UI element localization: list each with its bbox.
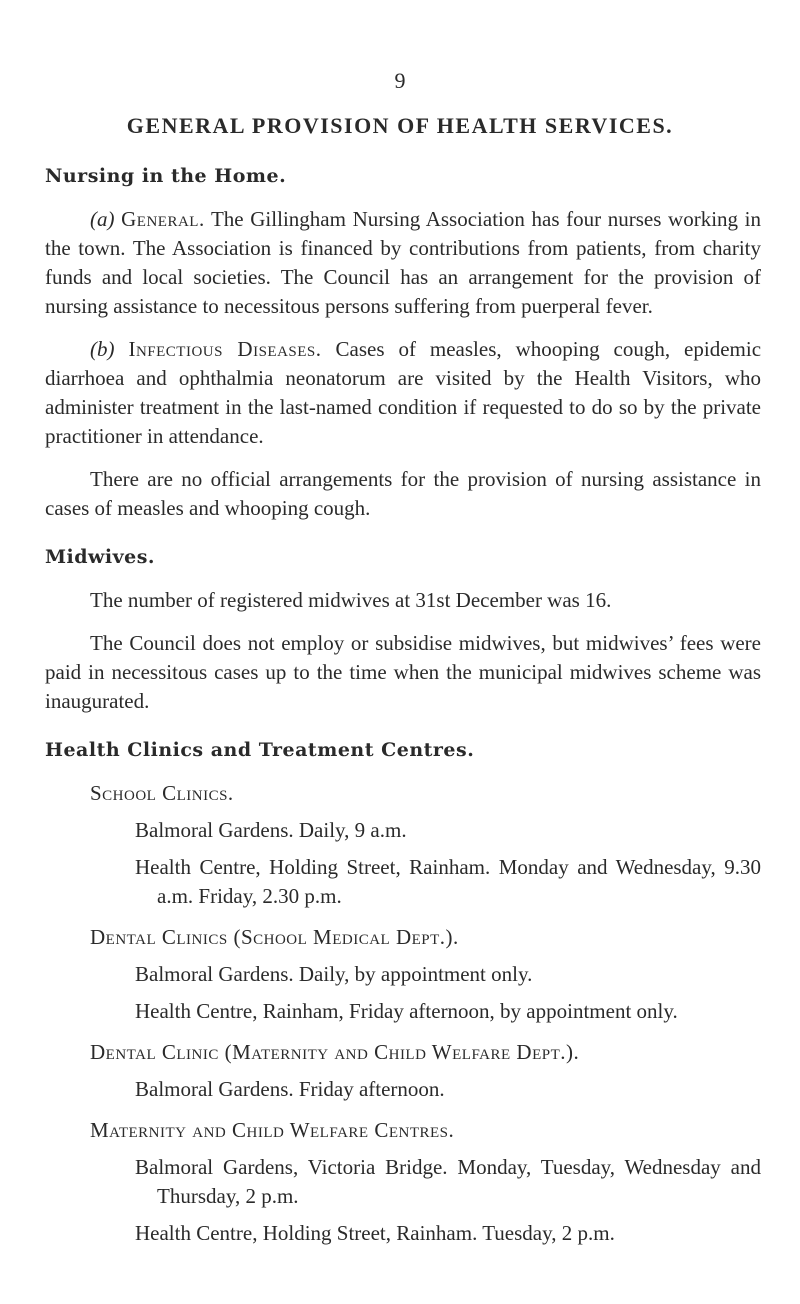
clinic-group-dental-school xyxy=(90,923,761,1026)
midwives-heading: Midwives. xyxy=(45,546,156,568)
clinic-entry: Balmoral Gardens. Friday afternoon. xyxy=(135,1077,445,1101)
infectious-text: Cases of measles, whooping cough, epidemic diarrhoea and ophthalmia neonatorum are visited by the Health Visitors, who administer treatment in the last-named condition if requested to do so by the private practitioner in attendance. xyxy=(45,337,762,448)
infectious-label: Infectious Diseases. xyxy=(128,337,322,361)
clinic-group-school xyxy=(90,779,761,911)
clinic-group-dental-maternity xyxy=(90,1038,761,1104)
midwives-section xyxy=(45,543,761,716)
general-label: General. xyxy=(121,207,205,231)
clinic-entry: Balmoral Gardens. Daily, by appointment only. xyxy=(135,962,533,986)
nursing-heading: Nursing in the Home. xyxy=(45,165,287,187)
nursing-infectious-paragraph xyxy=(45,335,761,451)
clinic-entry: Balmoral Gardens, Victoria Bridge. Monday, Tuesday, Wednesday and Thursday, 2 p.m. xyxy=(135,1155,761,1208)
general-marker: (a) xyxy=(90,207,115,231)
clinic-group-title: Dental Clinic (Maternity and Child Welfare Dept.). xyxy=(90,1040,580,1064)
document-body xyxy=(45,162,761,1260)
general-text: The Gillingham Nursing Association has four nurses working in the town. The Association is financed by contributions from patients, from charity funds and local societies. The Council has an arrangement for the provision of nursing assistance to necessitous persons suffering from puerperal fever. xyxy=(45,207,762,318)
clinic-group-maternity-welfare xyxy=(90,1116,761,1248)
clinic-entry: Health Centre, Rainham, Friday afternoon, by appointment only. xyxy=(135,999,678,1023)
clinic-entry: Health Centre, Holding Street, Rainham. Monday and Wednesday, 9.30 a.m. Friday, 2.30 p.m. xyxy=(135,855,761,908)
clinics-heading: Health Clinics and Treatment Centres. xyxy=(45,739,475,761)
nursing-no-arrangements-paragraph: There are no official arrangements for the provision of nursing assistance in cases of measles and whooping cough. xyxy=(45,467,761,520)
midwives-fees-paragraph: The Council does not employ or subsidise midwives, but midwives’ fees were paid in necessitous cases up to the time when the municipal midwives scheme was inaugurated. xyxy=(45,631,761,713)
page-number: 9 xyxy=(394,68,406,93)
page-title: GENERAL PROVISION OF HEALTH SERVICES. xyxy=(126,113,674,138)
clinic-group-title: School Clinics. xyxy=(90,781,234,805)
clinic-entry: Balmoral Gardens. Daily, 9 a.m. xyxy=(135,818,407,842)
clinics-section xyxy=(45,736,761,1248)
clinic-group-title: Dental Clinics (School Medical Dept.). xyxy=(90,925,459,949)
clinic-group-title: Maternity and Child Welfare Centres. xyxy=(90,1118,455,1142)
midwives-number-paragraph: The number of registered midwives at 31st December was 16. xyxy=(90,588,612,612)
clinic-entry: Health Centre, Holding Street, Rainham. Tuesday, 2 p.m. xyxy=(135,1221,615,1245)
nursing-general-paragraph xyxy=(45,205,761,321)
nursing-section xyxy=(45,162,761,523)
infectious-marker: (b) xyxy=(90,337,115,361)
